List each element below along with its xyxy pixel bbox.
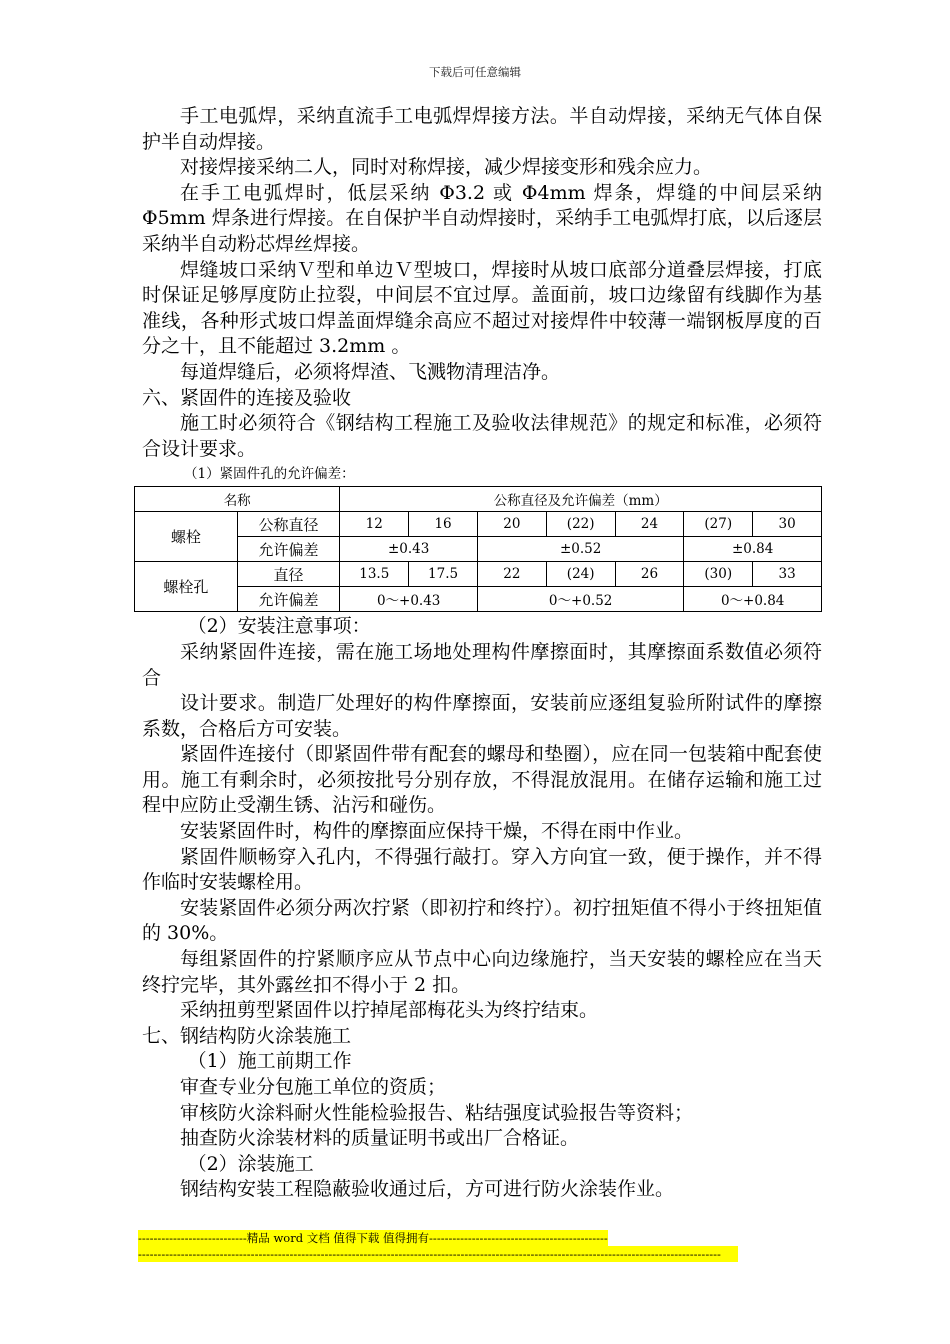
paragraph: 采纳扭剪型紧固件以拧掉尾部梅花头为终拧结束。 — [180, 999, 599, 1022]
paragraph: 每道焊缝后，必须将焊渣、飞溅物清理洁净。 — [180, 360, 561, 383]
table-row — [135, 587, 822, 612]
paragraph: 焊缝坡口采纳Ｖ型和单边Ｖ型坡口，焊接时从坡口底部分道叠层焊接，打底时保证足够厚度防止拉裂，中间层不宜过厚。盖面前，坡口边缘留有线脚作为基准线，各种形式坡口焊盖面焊缝余高应不超过对接焊件中较薄一端钢板厚度的百分之十，且不能超过 3.2mm 。 — [142, 258, 822, 358]
cell: 16 — [409, 512, 478, 537]
label-nominal-diameter: 公称直径 — [237, 512, 340, 537]
page-header: 下载后可任意编辑 — [429, 65, 521, 79]
paragraph: 审核防火涂料耐火性能检验报告、粘结强度试验报告等资料； — [180, 1101, 694, 1124]
cell: 30 — [753, 512, 822, 537]
label-allowed-dev: 允许偏差 — [237, 587, 340, 612]
table-caption: （1）紧固件孔的允许偏差： — [184, 466, 355, 483]
cell: 13.5 — [340, 562, 409, 587]
paragraph: 六、紧固件的连接及验收 — [142, 386, 352, 409]
paragraph: 钢结构安装工程隐蔽验收通过后，方可进行防火涂装作业。 — [180, 1178, 675, 1201]
document-body — [142, 104, 822, 1203]
paragraph: 安装紧固件时，构件的摩擦面应保持干燥，不得在雨中作业。 — [180, 820, 694, 843]
paragraph: 手工电弧焊，采纳直流手工电弧焊焊接方法。半自动焊接，采纳无气体自保护半自动焊接。 — [142, 105, 822, 153]
table-header-row — [135, 487, 822, 512]
paragraph: 每组紧固件的拧紧顺序应从节点中心向边缘施拧，当天安装的螺栓应在当天终拧完毕，其外露丝扣不得小于 2 扣。 — [142, 948, 822, 996]
paragraph: 七、钢结构防火涂装施工 — [142, 1024, 352, 1047]
paragraph: 设计要求。制造厂处理好的构件摩擦面，安装前应逐组复验所附试件的摩擦系数，合格后方可安装。 — [142, 692, 822, 740]
cell: ±0.52 — [477, 537, 683, 562]
cell: 17.5 — [409, 562, 478, 587]
paragraph: 抽查防火涂装材料的质量证明书或出厂合格证。 — [180, 1127, 580, 1150]
cell: 33 — [753, 562, 822, 587]
table-row — [135, 512, 822, 537]
tolerance-table — [134, 486, 822, 612]
paragraph: 安装紧固件必须分两次拧紧（即初拧和终拧）。初拧扭矩值不得小于终扭矩值的 30%。 — [142, 896, 822, 945]
table-header-name: 名称 — [135, 487, 340, 512]
table-row — [135, 537, 822, 562]
label-diameter: 直径 — [237, 562, 340, 587]
paragraph: 紧固件连接付（即紧固件带有配套的螺母和垫圈），应在同一包装箱中配套使用。施工有剩余时，必须按批号分别存放，不得混放混用。在储存运输和施工过程中应防止受潮生锈、沾污和碰伤。 — [142, 743, 822, 817]
paragraph: 施工时必须符合《钢结构工程施工及验收法律规范》的规定和标准，必须符合设计要求。 — [142, 412, 822, 460]
footer-line-1: ----------------------------精品 word 文档 值得下载 值得拥有---------------------------------------------- — [138, 1231, 608, 1245]
paragraphs-top — [142, 104, 822, 462]
table-row — [135, 562, 822, 587]
paragraph: 紧固件顺畅穿入孔内，不得强行敲打。穿入方向宜一致，便于操作，并不得作临时安装螺栓用。 — [142, 845, 822, 894]
cell: 0～+0.52 — [477, 587, 683, 612]
row-label-bolt: 螺栓 — [135, 512, 238, 562]
label-allowed-dev: 允许偏差 — [237, 537, 340, 562]
paragraph: 采纳紧固件连接，需在施工场地处理构件摩擦面时，其摩擦面系数值必须符合 — [142, 640, 822, 689]
cell: 12 — [340, 512, 409, 537]
paragraph: 审查专业分包施工单位的资质； — [180, 1076, 447, 1098]
cell: 20 — [477, 512, 546, 537]
row-label-bolt-hole: 螺栓孔 — [135, 562, 238, 612]
cell: (27) — [684, 512, 753, 537]
table-header-values: 公称直径及允许偏差（mm） — [340, 487, 822, 512]
cell: ±0.84 — [684, 537, 822, 562]
cell: 26 — [615, 562, 684, 587]
cell: ±0.43 — [340, 537, 478, 562]
cell: 0～+0.84 — [684, 587, 822, 612]
cell: (30) — [684, 562, 753, 587]
paragraph: （2）涂装施工 — [187, 1152, 314, 1175]
paragraphs-bottom — [142, 614, 822, 1203]
cell: (24) — [546, 562, 615, 587]
paragraph: （1）施工前期工作 — [187, 1050, 352, 1073]
paragraph: 对接焊接采纳二人，同时对称焊接，减少焊接变形和残余应力。 — [180, 156, 713, 179]
paragraph: 在手工电弧焊时，低层采纳 Φ3.2 或 Φ4mm 焊条，焊缝的中间层采纳 Φ5mm 焊条进行焊接。在自保护半自动焊接时，采纳手工电弧焊打底，以后逐层采纳半自动粉芯焊丝焊接。 — [142, 181, 822, 255]
cell: (22) — [546, 512, 615, 537]
footer-line-2: ------------------------------------------------------------------------------------------------------------------------------------------------------ — [138, 1246, 738, 1262]
cell: 0～+0.43 — [340, 587, 478, 612]
footer-banner — [138, 1230, 738, 1266]
cell: 24 — [615, 512, 684, 537]
cell: 22 — [477, 562, 546, 587]
paragraph: （2）安装注意事项： — [187, 615, 371, 638]
